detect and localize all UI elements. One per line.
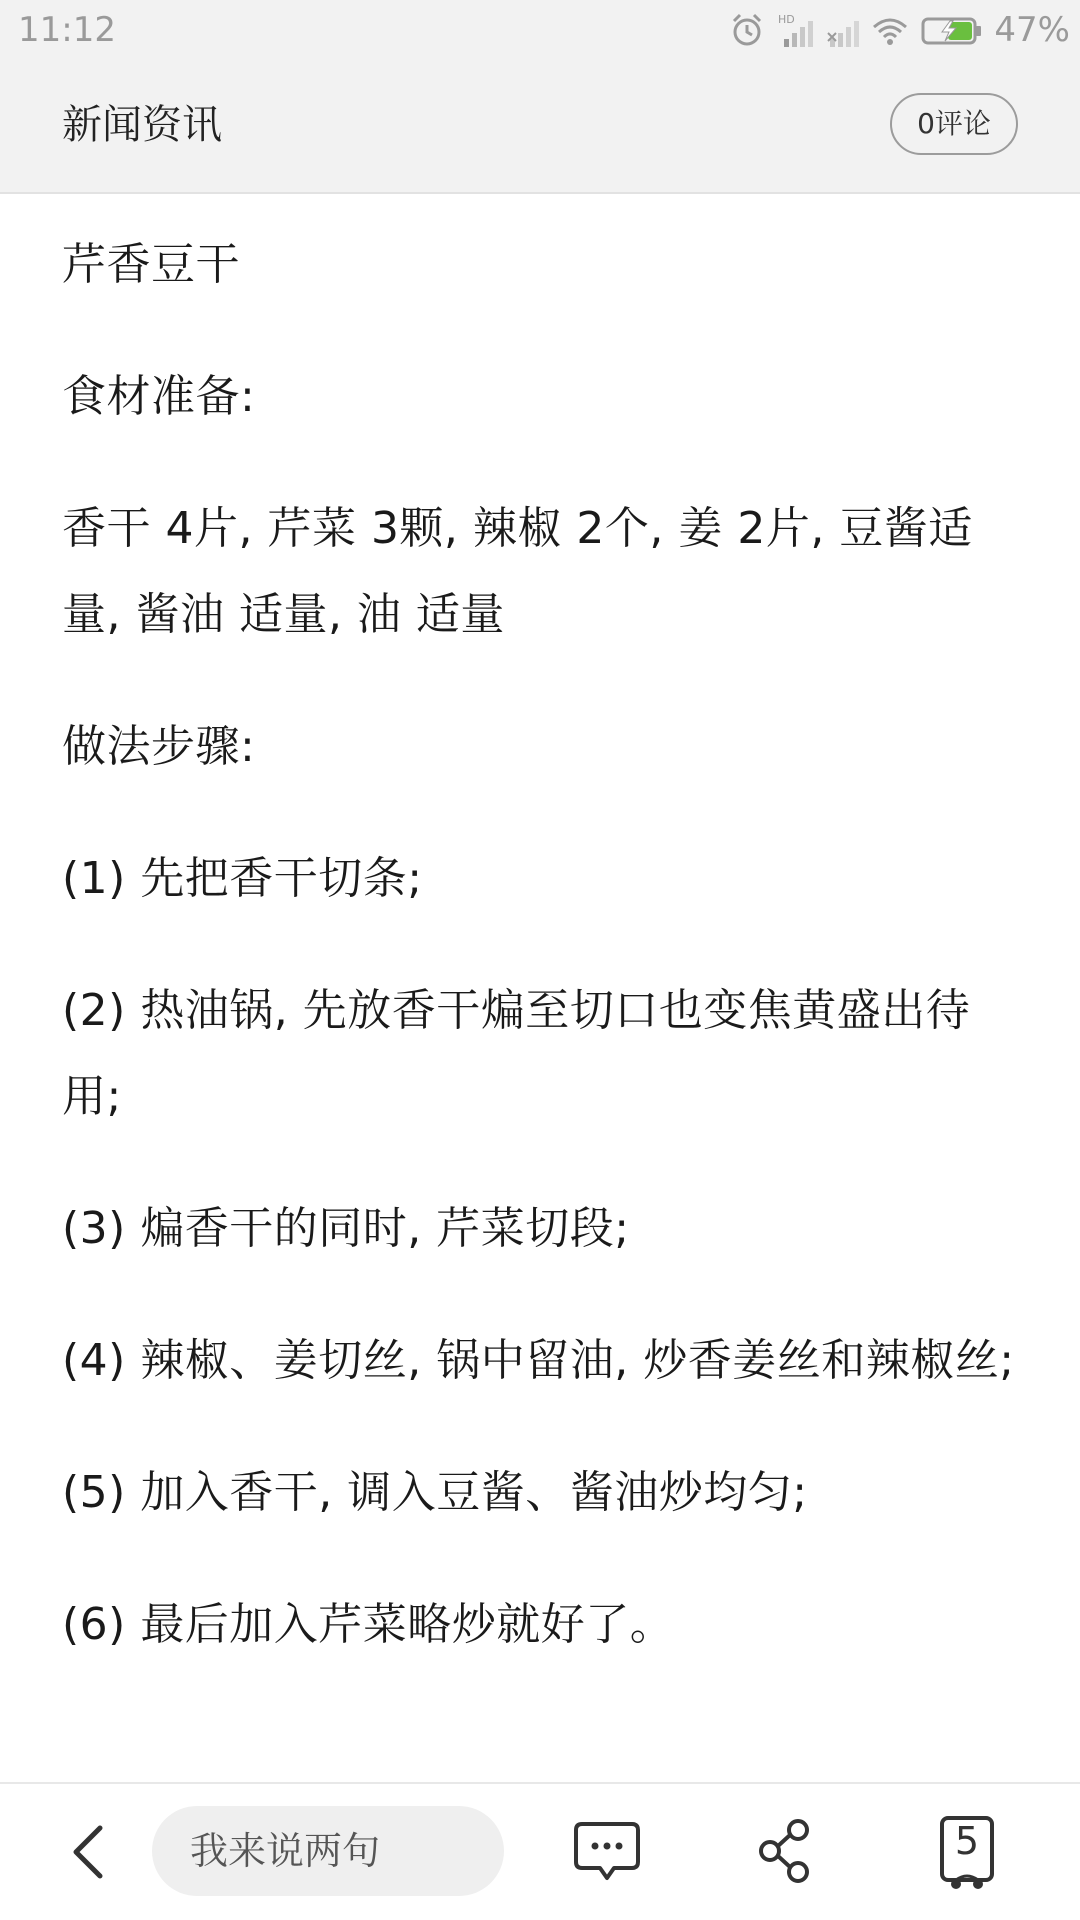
- steps-heading: 做法步骤:: [62, 721, 256, 772]
- app-header: [0, 60, 1080, 194]
- status-icons: [728, 8, 1070, 52]
- battery-percentage: 47%: [994, 10, 1070, 50]
- chevron-left-icon: [54, 1812, 134, 1892]
- article-body: [62, 222, 1022, 1668]
- comment-input[interactable]: 我来说两句: [152, 1806, 504, 1896]
- status-bar: [0, 0, 1080, 60]
- signal-no-service-icon: [826, 11, 860, 49]
- signal-icon: [776, 11, 816, 49]
- ingredients-heading: 食材准备:: [62, 371, 256, 422]
- step-5: (5) 加入香干, 调入豆酱、酱油炒均匀;: [62, 1467, 808, 1518]
- step-3: (3) 煸香干的同时, 芹菜切段;: [62, 1203, 630, 1254]
- battery-charging-icon: [920, 11, 984, 49]
- speech-bubble-icon: [562, 1806, 652, 1896]
- step-2: (2) 热油锅, 先放香干煸至切口也变焦黄盛出待用;: [62, 985, 971, 1122]
- bottom-toolbar: [0, 1782, 1080, 1920]
- share-icon: [740, 1806, 830, 1896]
- step-1: (1) 先把香干切条;: [62, 853, 423, 904]
- step-4: (4) 辣椒、姜切丝, 锅中留油, 炒香姜丝和辣椒丝;: [62, 1335, 1015, 1386]
- back-button[interactable]: [54, 1812, 134, 1892]
- view-comments-button[interactable]: [562, 1806, 652, 1896]
- alarm-icon: [728, 11, 766, 49]
- step-6: (6) 最后加入芹菜略炒就好了。: [62, 1599, 675, 1650]
- tabs-button[interactable]: [922, 1806, 1012, 1896]
- page-title: 新闻资讯: [62, 102, 222, 148]
- share-button[interactable]: [740, 1806, 830, 1896]
- comment-count-button[interactable]: 0评论: [890, 93, 1018, 155]
- status-time: 11:12: [18, 10, 116, 50]
- article-title: 芹香豆干: [62, 239, 240, 290]
- ingredients-list: 香干 4片, 芹菜 3颗, 辣椒 2个, 姜 2片, 豆酱适量, 酱油 适量, 油 适量: [62, 503, 973, 640]
- wifi-icon: [870, 11, 910, 49]
- network-type-label: HD: [778, 13, 796, 26]
- tabs-count: 5: [954, 1819, 980, 1863]
